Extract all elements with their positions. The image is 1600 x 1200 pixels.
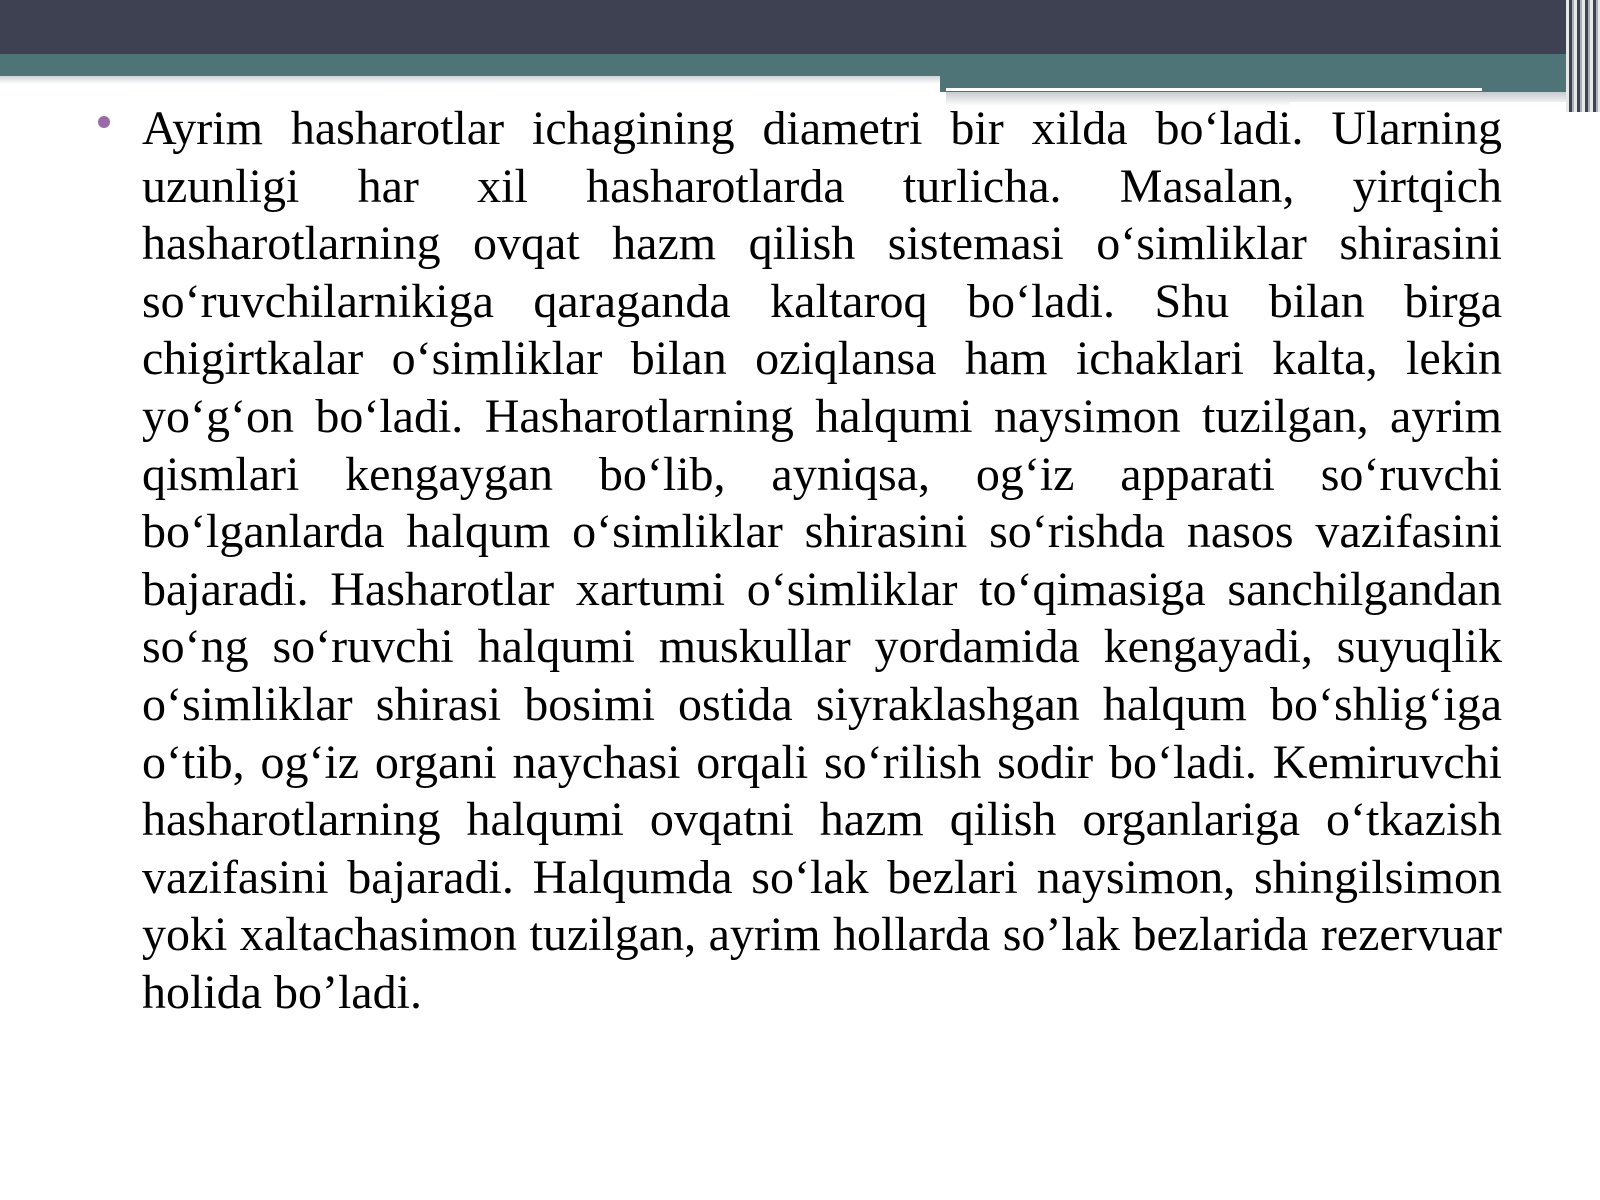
header-side-stripes (1566, 0, 1600, 112)
header-band-dark (0, 0, 1600, 54)
header-accent-line (946, 88, 1482, 91)
header-band-teal (0, 54, 1600, 76)
bullet-item (98, 100, 1502, 1022)
slide-content (98, 100, 1502, 1022)
bullet-dot-icon (98, 116, 110, 128)
bullet-text: Ayrim hasharotlar ichagining diametri bir xilda bo‘ladi. Ularning uzunligi har xil hasharotlarda turlicha. Masalan, yirtqich hasharotlarning ovqat hazm qilish sistemasi o‘simliklar shirasini so‘ruvchilarnikiga qaraganda kaltaroq bo‘ladi. Shu bilan birga chigirtkalar o‘simliklar bilan oziqlansa ham ichaklari kalta, lekin yo‘g‘on bo‘ladi. Hasharotlarning halqumi naysimon tuzilgan, ayrim qismlari kengaygan bo‘lib, ayniqsa, og‘iz apparati so‘ruvchi bo‘lganlarda halqum o‘simliklar shirasini so‘rishda nasos vazifasini bajaradi. Hasharotlar xartumi o‘simliklar to‘qimasiga sanchilgandan so‘ng so‘ruvchi halqumi muskullar yordamida kengayadi, suyuqlik o‘simliklar shirasi bosimi ostida siyraklashgan halqum bo‘shlig‘iga o‘tib, og‘iz organi naychasi orqali so‘rilish sodir bo‘ladi. Kemiruvchi hasharotlarning halqumi ovqatni hazm qilish organlariga o‘tkazish vazifasini bajaradi. Halqumda so‘lak bezlari naysimon, shingilsimon yoki xaltachasimon tuzilgan, ayrim hollarda so’lak bezlarida rezervuar holida bo’ladi. (142, 102, 1502, 1019)
header-shadow (0, 76, 940, 84)
